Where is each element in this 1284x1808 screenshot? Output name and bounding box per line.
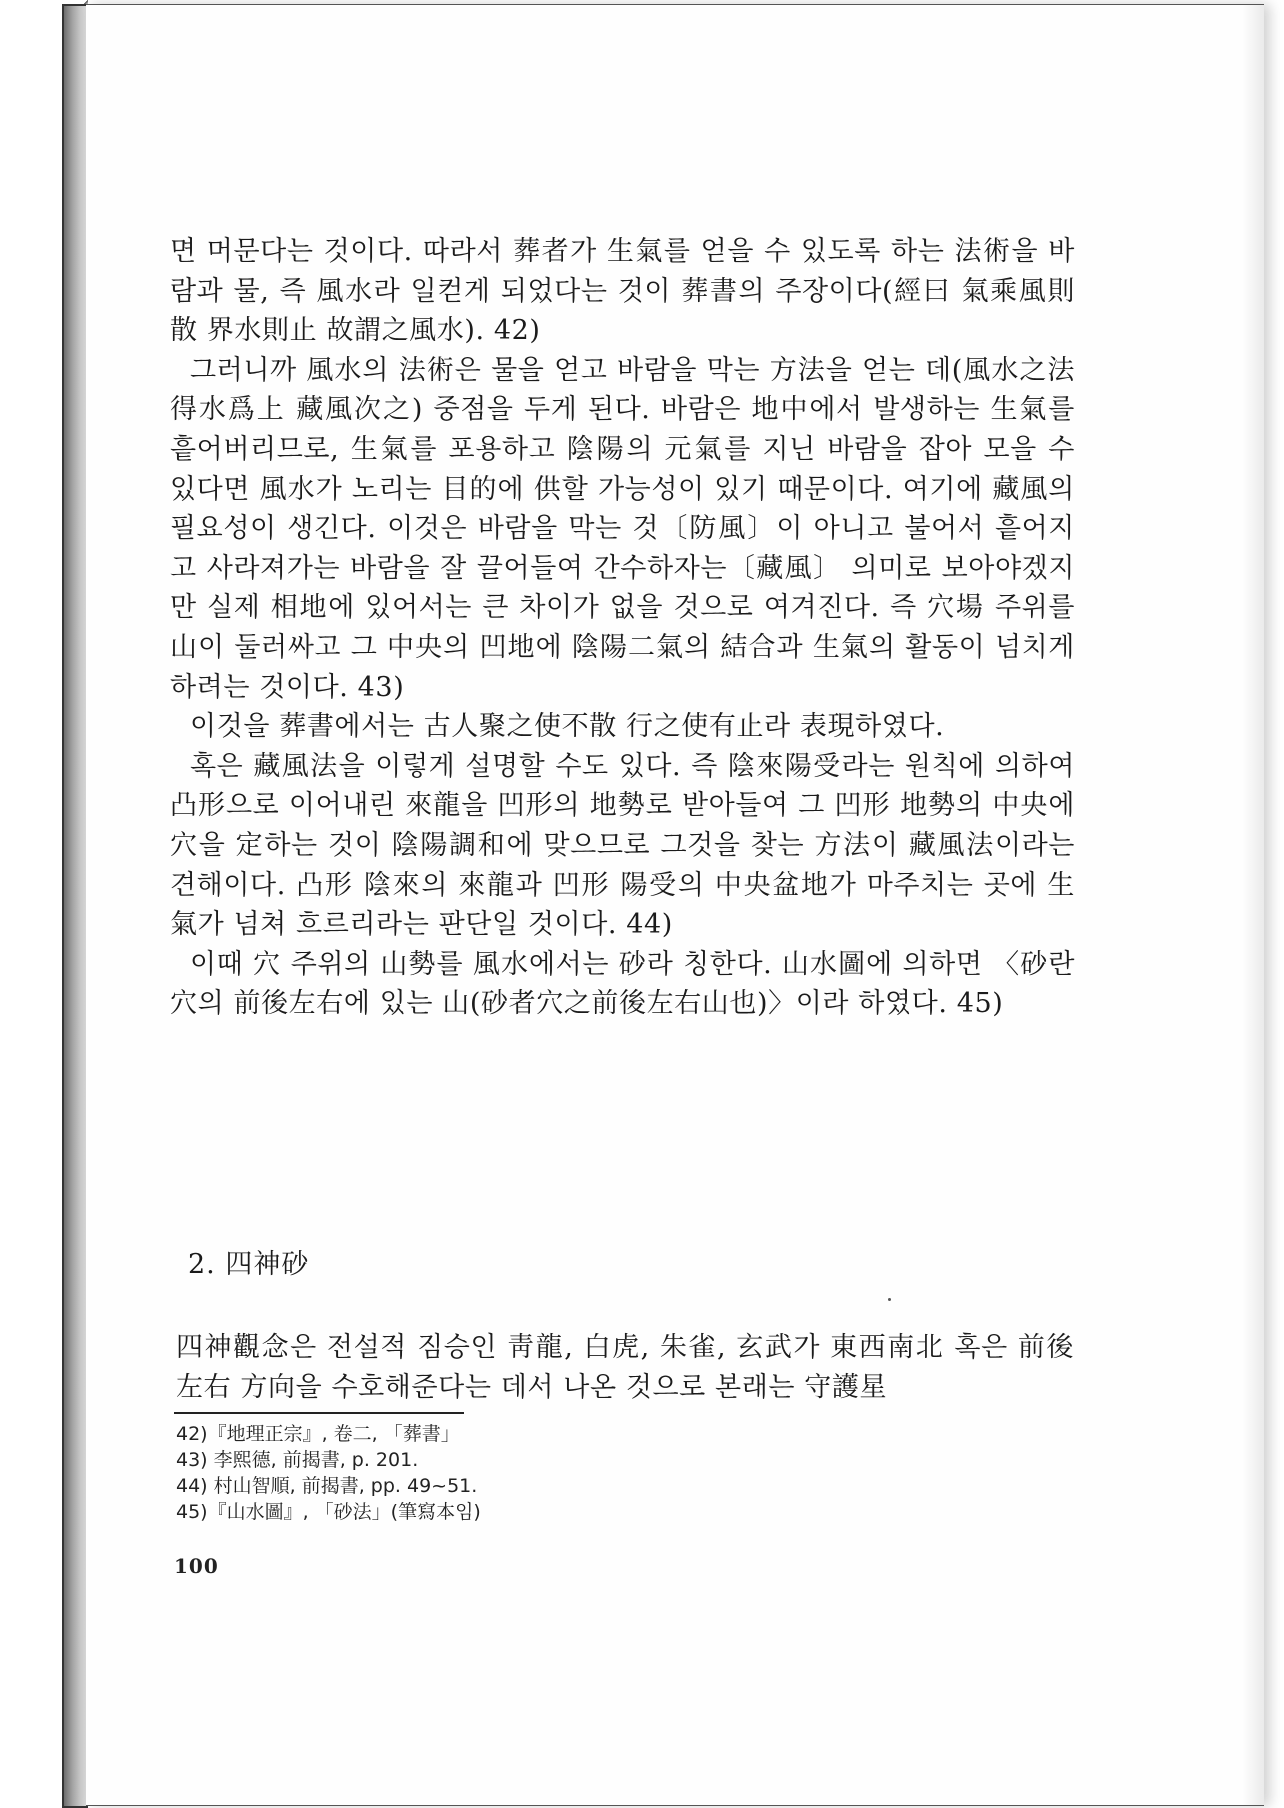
section-heading: 2. 四神砂 [188, 1249, 310, 1280]
paragraph-1: 면 머문다는 것이다. 따라서 葬者가 生氣를 얻을 수 있도록 하는 法術을 바람과 물, 즉 風水라 일컫게 되었다는 것이 葬書의 주장이다(經曰 氣乘風則散 界水則止 故謂之風水). 42) [170, 236, 1075, 347]
scan-speck [888, 1298, 891, 1301]
paragraph-2: 그러니까 風水의 法術은 물을 얻고 바람을 막는 方法을 얻는 데(風水之法 得水爲上 藏風次之) 중점을 두게 된다. 바람은 地中에서 발생하는 生氣를 흩어버리므로, 生氣를 포용하고 陰陽의 元氣를 지닌 바람을 잡아 모을 수 있다면 風水가 노리는 目的에 供할 가능성이 있기 때문이다. 여기에 藏風의 필요성이 생긴다. 이것은 바람을 막는 것〔防風〕이 아니고 불어서 흩어지고 사라져가는 바람을 잘 끌어들여 간수하자는〔藏風〕 의미로 보아야겠지만 실제 相地에 있어서는 큰 차이가 없을 것으로 여겨진다. 즉 穴場 주위를 山이 둘러싸고 그 中央의 凹地에 陰陽二氣의 結合과 生氣의 활동이 넘치게 하려는 것이다. 43) [170, 354, 1075, 703]
page-number: 100 [174, 1554, 219, 1578]
paragraph-4: 혹은 藏風法을 이렇게 설명할 수도 있다. 즉 陰來陽受라는 원칙에 의하여 凸形으로 이어내린 來龍을 凹形의 地勢로 받아들여 그 凹形 地勢의 中央에 穴을 定하는 것이 陰陽調和에 맞으므로 그것을 찾는 方法이 藏風法이라는 견해이다. 凸形 陰來의 來龍과 凹形 陽受의 中央盆地가 마주치는 곳에 生氣가 넘쳐 흐르리라는 판단일 것이다. 44) [170, 750, 1075, 941]
paragraph-5: 이때 穴 주위의 山勢를 風水에서는 砂라 칭한다. 山水圖에 의하면 〈砂란 穴의 前後左右에 있는 山(砂者穴之前後左右山也)〉이라 하였다. 45) [170, 948, 1075, 1020]
footnote-44: 44) 村山智順, 前揭書, pp. 49~51. [176, 1475, 478, 1497]
footnote-42: 42)『地理正宗』, 卷二, 「葬書」 [176, 1423, 460, 1445]
footnote-divider [174, 1412, 464, 1414]
footnote-43: 43) 李熙德, 前揭書, p. 201. [176, 1449, 419, 1471]
page-shadow [1242, 5, 1264, 1805]
section-paragraph: 四神觀念은 전설적 짐승인 靑龍, 白虎, 朱雀, 玄武가 東西南北 혹은 前後左右 方向을 수호해준다는 데서 나온 것으로 본래는 守護星 [176, 1332, 1074, 1403]
footnote-45: 45)『山水圖』, 「砂法」(筆寫本임) [176, 1501, 481, 1523]
book-spine-edge [62, 4, 88, 1808]
paragraph-3: 이것을 葬書에서는 古人聚之使不散 行之使有止라 表現하였다. [190, 711, 945, 743]
body-text [170, 232, 1075, 1024]
footnotes [176, 1421, 876, 1525]
section-body [176, 1328, 1074, 1407]
